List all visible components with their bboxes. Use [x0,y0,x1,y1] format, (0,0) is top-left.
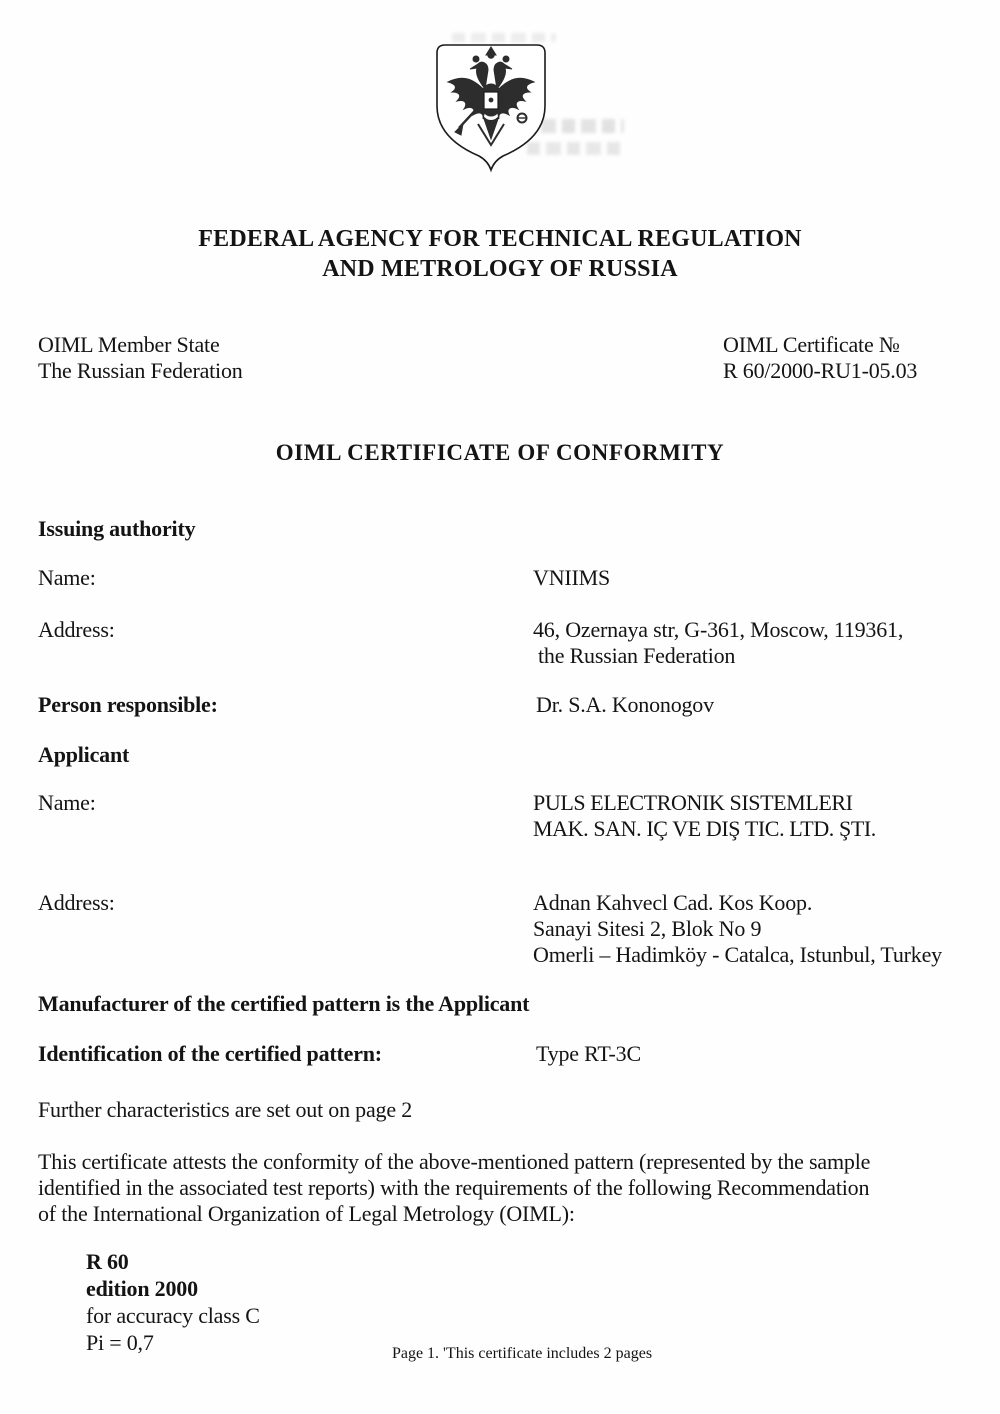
applicant-address-line-1: Adnan Kahvecl Cad. Kos Koop. [533,890,813,915]
attestation-paragraph [38,1149,870,1227]
applicant-heading: Applicant [38,742,130,767]
applicant-address-label: Address: [38,890,115,915]
issuing-address-value [533,617,903,669]
applicant-address-value [533,890,942,968]
issuing-address-line-2: the Russian Federation [538,643,736,668]
russian-coat-of-arms-icon [433,42,549,174]
scan-smudge [452,33,556,42]
agency-title-line-1: FEDERAL AGENCY FOR TECHNICAL REGULATION [198,226,802,252]
applicant-name-label: Name: [38,790,96,815]
recommendation-code: R 60 [86,1249,129,1274]
person-responsible-value: Dr. S.A. Kononogov [536,692,714,717]
certificate-number-label: OIML Certificate № [723,332,900,357]
recommendation-pi: Pi = 0,7 [86,1330,154,1355]
attestation-line-1: This certificate attests the conformity of the above-mentioned pattern (represented by the sample [38,1149,871,1174]
applicant-address-line-3: Omerli – Hadimköy - Catalca, Istunbul, Turkey [533,942,942,967]
applicant-address-line-2: Sanayi Sitesi 2, Blok No 9 [533,916,762,941]
attestation-line-2: identified in the associated test reports) with the requirements of the following Recommendation [38,1175,870,1200]
attestation-line-3: of the International Organization of Legal Metrology (OIML): [38,1201,575,1226]
further-characteristics: Further characteristics are set out on page 2 [38,1097,413,1122]
recommendation-accuracy-class: for accuracy class C [86,1303,260,1328]
manufacturer-note: Manufacturer of the certified pattern is the Applicant [38,991,530,1016]
certificate-number-value: R 60/2000-RU1-05.03 [723,358,918,383]
issuing-authority-heading: Issuing authority [38,516,196,541]
applicant-name-line-1: PULS ELECTRONIK SISTEMLERI [533,790,853,815]
recommendation-block [86,1248,260,1356]
identification-label: Identification of the certified pattern: [38,1041,382,1066]
recommendation-edition: edition 2000 [86,1276,198,1301]
person-responsible-label: Person responsible: [38,692,218,717]
issuing-name-label: Name: [38,565,96,590]
certificate-number-block [723,332,917,384]
member-state-block [38,332,243,384]
issuing-address-label: Address: [38,617,115,642]
identification-value: Type RT-3C [536,1041,641,1066]
applicant-name-value [533,790,876,842]
issuing-address-line-1: 46, Ozernaya str, G-361, Moscow, 119361, [533,617,904,642]
applicant-name-line-2: MAK. SAN. IÇ VE DIŞ TIC. LTD. ŞTI. [533,816,876,841]
document-title: OIML CERTIFICATE OF CONFORMITY [275,440,725,465]
issuing-name-value: VNIIMS [533,565,611,590]
agency-title [0,224,1000,284]
member-state-line-2: The Russian Federation [38,358,243,383]
page-footer: Page 1. 'This certificate includes 2 pages [391,1345,653,1362]
agency-title-line-2: AND METROLOGY OF RUSSIA [322,256,678,282]
member-state-line-1: OIML Member State [38,332,220,357]
